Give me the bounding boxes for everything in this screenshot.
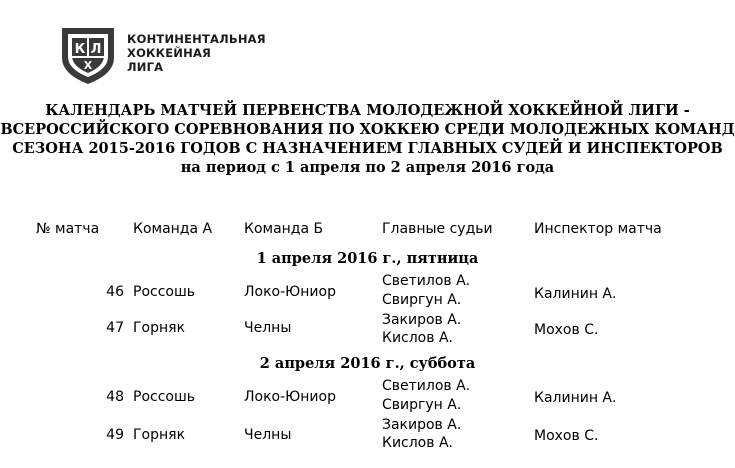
shield-letter-k: К (74, 42, 86, 57)
team-a: Россошь (133, 389, 196, 405)
logo-line-3: ЛИГА (127, 60, 164, 74)
header-referees: Главные судьи (382, 221, 493, 237)
logo-wordmark (127, 32, 266, 74)
khl-shield-icon (58, 24, 118, 86)
shield-letter-kh: Х (83, 59, 93, 72)
header-inspector: Инспектор матча (534, 221, 662, 237)
team-b: Челны (244, 427, 292, 443)
match-number: 46 (106, 284, 124, 300)
referee-2: Кислов А. (382, 330, 453, 346)
match-number: 47 (106, 320, 124, 336)
inspector: Мохов С. (534, 322, 599, 338)
title-period: на период с 1 апреля по 2 апреля 2016 года (180, 159, 555, 176)
team-b: Локо-Юниор (244, 389, 336, 405)
team-b: Челны (244, 320, 292, 336)
logo-line-2: ХОККЕЙНАЯ (127, 46, 212, 60)
title-line-2: ВСЕРОССИЙСКОГО СОРЕВНОВАНИЯ ПО ХОККЕЮ СРЕДИ МОЛОДЕЖНЫХ КОМАНД (0, 121, 735, 138)
match-number: 49 (106, 427, 124, 443)
header-match-no: № матча (36, 221, 100, 237)
inspector: Мохов С. (534, 428, 599, 444)
title-line-3: СЕЗОНА 2015-2016 ГОДОВ С НАЗНАЧЕНИЕМ ГЛАВНЫХ СУДЕЙ И ИНСПЕКТОРОВ (12, 140, 723, 157)
match-number: 48 (106, 389, 124, 405)
logo-line-1: КОНТИНЕНТАЛЬНАЯ (127, 32, 266, 46)
referee-1: Светилов А. (382, 378, 471, 394)
team-a: Горняк (133, 320, 186, 336)
team-a: Россошь (133, 284, 196, 300)
team-b: Локо-Юниор (244, 284, 336, 300)
team-a: Горняк (133, 427, 186, 443)
document-title (0, 101, 735, 177)
inspector: Калинин А. (534, 390, 617, 406)
referee-1: Светилов А. (382, 273, 471, 289)
referee-1: Закиров А. (382, 312, 462, 328)
date-heading: 1 апреля 2016 г., пятница (256, 250, 479, 267)
header-team-b: Команда Б (244, 221, 324, 237)
date-heading: 2 апреля 2016 г., суббота (259, 355, 476, 372)
inspector: Калинин А. (534, 286, 617, 302)
header-team-a: Команда А (133, 221, 213, 237)
title-line-1: КАЛЕНДАРЬ МАТЧЕЙ ПЕРВЕНСТВА МОЛОДЕЖНОЙ ХОККЕЙНОЙ ЛИГИ - (45, 102, 690, 119)
referee-2: Свиргун А. (382, 292, 462, 308)
referee-2: Кислов А. (382, 435, 453, 451)
khl-logo (58, 24, 278, 86)
shield-letter-l: Л (90, 42, 102, 57)
referee-2: Свиргун А. (382, 397, 462, 413)
referee-1: Закиров А. (382, 417, 462, 433)
